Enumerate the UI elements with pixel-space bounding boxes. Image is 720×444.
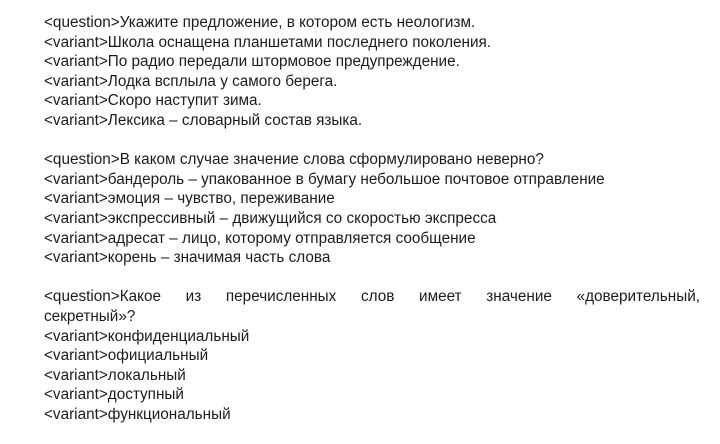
variant-option: <variant>бандероль – упакованное в бумагу небольшое почтовое отправление (44, 170, 605, 188)
variant-option: <variant>функциональный (44, 405, 231, 423)
question-text: <question>Укажите предложение, в котором есть неологизм. (44, 14, 476, 31)
variant-option: <variant>Лодка всплыла у самого берега. (44, 72, 338, 90)
variant-option: <variant>Скоро наступит зима. (44, 92, 262, 110)
question-block-1 (44, 13, 700, 131)
question-text: <question>В каком случае значение слова сформулировано неверно? (44, 151, 544, 169)
variant-option: <variant>Лексика – словарный состав языка. (44, 111, 363, 129)
variant-option: <variant>доступный (44, 386, 184, 404)
document-body (44, 13, 700, 444)
variant-option: <variant>конфиденциальный (44, 327, 250, 345)
variant-option: <variant>адресат – лицо, которому отправляется сообщение (44, 229, 476, 247)
question-block-2 (44, 150, 700, 268)
variant-option: <variant>эмоция – чувство, переживание (44, 190, 335, 208)
variant-option: <variant>По радио передали штормовое предупреждение. (44, 53, 460, 71)
question-block-3 (44, 287, 700, 424)
variant-option: <variant>корень – значимая часть слова (44, 249, 331, 267)
variant-option: <variant>Школа оснащена планшетами последнего поколения. (44, 33, 492, 51)
question-text: <question>Какое из перечисленных слов имеет значение «доверительный, (44, 288, 700, 306)
variant-option: <variant>официальный (44, 347, 209, 365)
question-text-continuation: секретный»? (44, 307, 136, 325)
variant-option: <variant>экспрессивный – движущийся со скоростью экспресса (44, 209, 497, 227)
variant-option: <variant>локальный (44, 366, 186, 384)
